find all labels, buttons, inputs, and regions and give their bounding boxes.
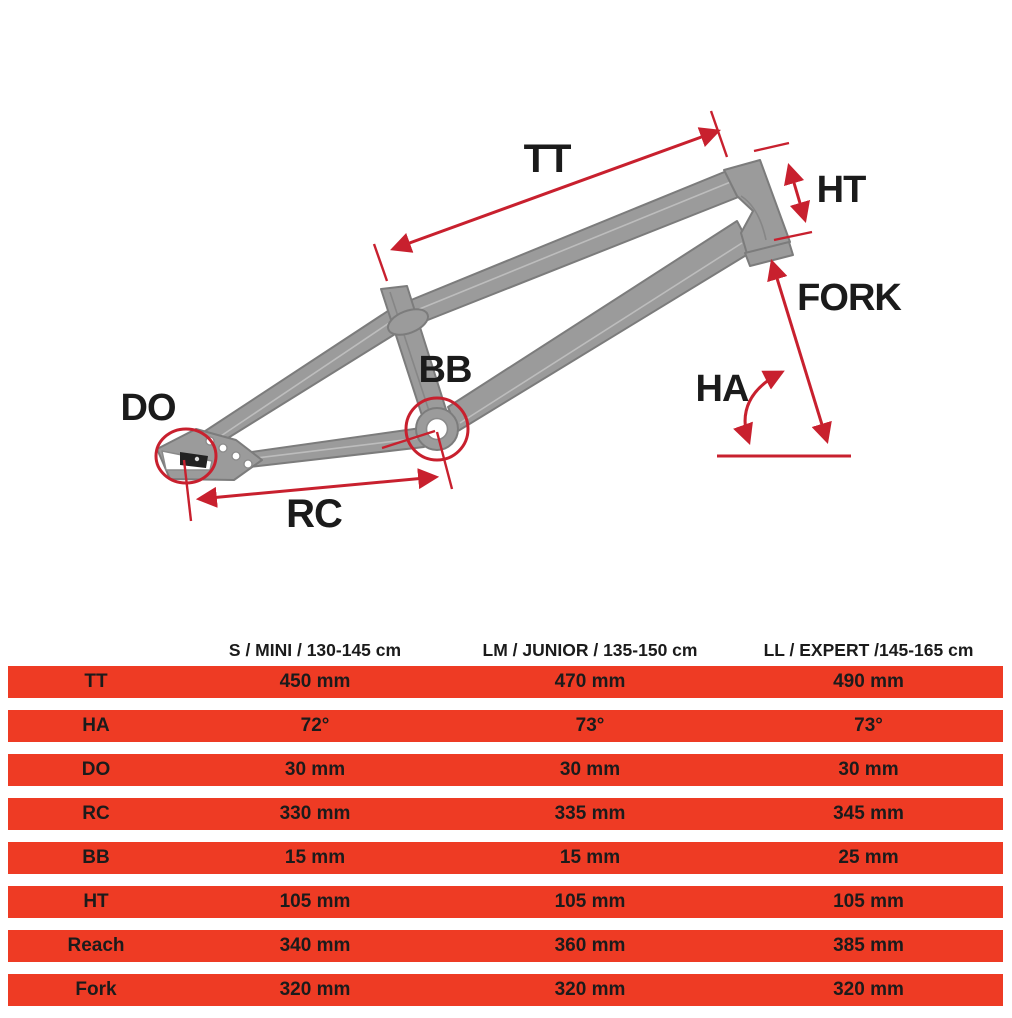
- header-size-lm: LM / JUNIOR / 135-150 cm: [482, 640, 698, 660]
- cell-value: 105 mm: [279, 891, 351, 912]
- dropout-axle-highlight: [195, 457, 199, 461]
- cell-value: 320 mm: [833, 979, 904, 1000]
- cell-value: 73°: [575, 715, 605, 736]
- tt-tick-left: [374, 244, 387, 281]
- row-label: HT: [83, 891, 109, 912]
- geometry-table: [8, 631, 1003, 1018]
- row-label: RC: [82, 803, 110, 824]
- label-ht: HT: [816, 169, 866, 211]
- cell-value: 340 mm: [279, 935, 351, 956]
- cell-value: 73°: [854, 715, 883, 736]
- label-ha: HA: [695, 368, 749, 410]
- row-label: Fork: [75, 979, 117, 1000]
- cell-value: 320 mm: [279, 979, 351, 1000]
- table-row-ha: [8, 710, 1003, 742]
- header-size-ll: LL / EXPERT /145-165 cm: [763, 640, 974, 660]
- cell-value: 25 mm: [838, 847, 899, 868]
- cell-value: 385 mm: [833, 935, 904, 956]
- cell-value: 360 mm: [554, 935, 626, 956]
- cell-value: 30 mm: [838, 759, 899, 780]
- table-row-tt: [8, 666, 1003, 698]
- cell-value: 490 mm: [833, 671, 904, 692]
- dropout-hole: [244, 460, 252, 468]
- row-label: DO: [81, 759, 111, 780]
- cell-value: 15 mm: [559, 847, 621, 868]
- label-fork: FORK: [797, 277, 901, 319]
- dropout-hole: [232, 452, 240, 460]
- table-row-rc: [8, 798, 1003, 830]
- label-tt: TT: [523, 137, 571, 181]
- table-row-ht: [8, 886, 1003, 918]
- cell-value: 105 mm: [833, 891, 904, 912]
- row-label: HA: [82, 715, 110, 736]
- bike-frame-illustration: [157, 160, 793, 480]
- cell-value: 105 mm: [554, 891, 626, 912]
- cell-value: 335 mm: [554, 803, 626, 824]
- label-bb: BB: [418, 349, 472, 391]
- ht-dimension-arrow: [789, 166, 805, 220]
- row-label: BB: [82, 847, 110, 868]
- header-size-s: S / MINI / 130-145 cm: [228, 640, 402, 660]
- cell-value: 15 mm: [284, 847, 346, 868]
- cell-value: 330 mm: [279, 803, 351, 824]
- table-row-do: [8, 754, 1003, 786]
- table-header-row: [8, 631, 1003, 662]
- ha-angle-arc: [745, 372, 782, 442]
- table-row-reach: [8, 930, 1003, 962]
- ht-tick-top: [754, 143, 789, 151]
- dropout-hole: [219, 444, 227, 452]
- label-rc: RC: [286, 492, 342, 536]
- table-row-fork: [8, 974, 1003, 1006]
- cell-value: 30 mm: [284, 759, 346, 780]
- cell-value: 320 mm: [554, 979, 626, 1000]
- cell-value: 345 mm: [833, 803, 904, 824]
- cell-value: 450 mm: [279, 671, 351, 692]
- cell-value: 72°: [300, 715, 330, 736]
- table-row-bb: [8, 842, 1003, 874]
- label-do: DO: [120, 387, 176, 429]
- cell-value: 470 mm: [554, 671, 626, 692]
- row-label: TT: [84, 671, 108, 692]
- row-label: Reach: [67, 935, 125, 956]
- cell-value: 30 mm: [559, 759, 621, 780]
